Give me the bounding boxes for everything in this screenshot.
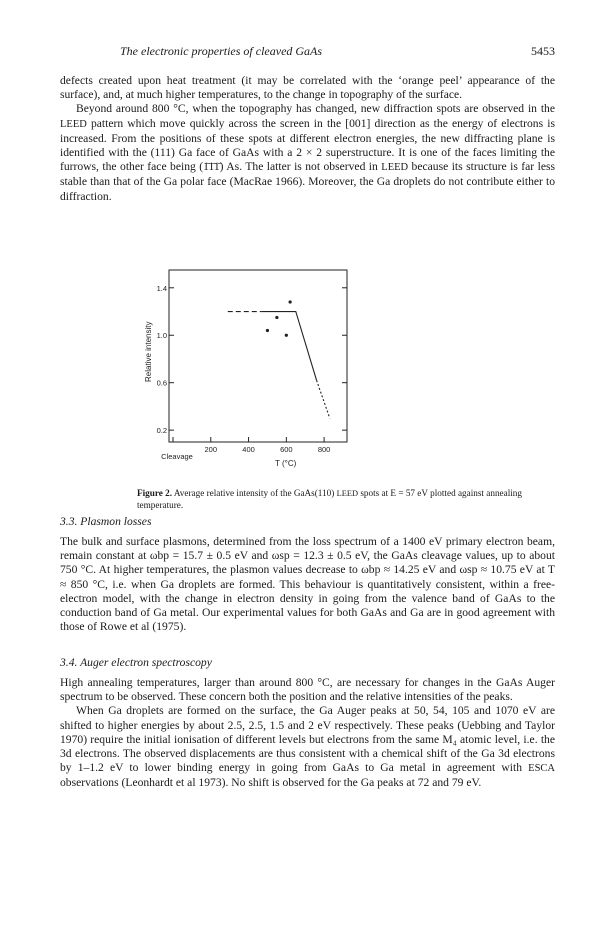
x-axis-label: T (°C) — [275, 459, 297, 468]
trend-solid — [262, 312, 317, 381]
paragraph-1: defects created upon heat treatment (it may be correlated with the ‘orange peel’ appearance of the surface), and, at much higher temperatures, to the change in topography of the surface. — [60, 74, 555, 102]
running-head — [60, 44, 555, 60]
data-points — [266, 300, 292, 336]
section-heading-3-3: 3.3. Plasmon losses — [60, 515, 152, 528]
x-axis-ticks — [161, 437, 330, 461]
data-point-2 — [266, 329, 269, 332]
y-tick-label-1: 0.6 — [156, 378, 167, 388]
y-tick-label-3: 1.4 — [156, 283, 167, 293]
figure-2 — [137, 258, 357, 480]
running-title: The electronic properties of cleaved GaAs — [120, 44, 323, 58]
page-number: 5453 — [531, 44, 555, 58]
data-point-0 — [275, 316, 278, 319]
trend-lines — [228, 312, 330, 419]
auger-paragraph-2: When Ga droplets are formed on the surface, the Ga Auger peaks at 50, 54, 105 and 1070 eV are shifted to higher energies by about 2.5, 2.5, 1.5 and 2 eV respectively. These peaks (Uebbing and Taylor 1970) require the initial ionisation of different levels but electrons from the same M₄ atomic level, i.e. the 3d electrons. The observed displacements are thus consistent with a chemical shift of the Ga 3d electrons by 1–1.2 eV to lower binding energy in going from GaAs to Ga metal in agreement with ESCA observations (Leonhardt et al 1973). No shift is observed for the Ga peaks at 72 and 79 eV. — [60, 704, 555, 790]
plasmon-paragraph: The bulk and surface plasmons, determined from the loss spectrum of a 1400 eV primary electron beam, remain constant at ωbp = 15.7 ± 0.5 eV and ωsp = 12.3 ± 0.5 eV, the GaAs cleavage values, up to about 750 °C. At higher temperatures, the plasmon values decrease to ωbp ≈ 14.25 eV and ωsp ≈ 10.75 eV at T ≈ 850 °C, i.e. when Ga droplets are formed. This behaviour is quantitatively consistent, within a free-electron model, with the change in electron density in going from the valence band of GaAs to the conduction band of Ga metal. Our experimental values for both GaAs and Ga are in good agreement with those of Rowe et al (1975). — [60, 535, 555, 634]
y-tick-label-0: 0.2 — [156, 426, 167, 436]
auger-paragraph-1: High annealing temperatures, larger than around 800 °C, are necessary for changes in the GaAs Auger spectrum to be observed. These concern both the position and the relative intensities of the peaks. — [60, 676, 555, 704]
plot-frame — [169, 270, 347, 442]
paragraph-2: Beyond around 800 °C, when the topography has changed, new diffraction spots are observed in the LEED pattern which move quickly across the screen in the [001] direction as the energy of electrons is increased. From the positions of these spots at different electron energies, the new diffracting plane is identified with the (111) Ga face of GaAs with a 2 × 2 superstructure. It is one of the faces limiting the furrows, the other face being (1̄1̄1̄) As. The latter is not observed in LEED because its structure is far less stable than that of the Ga polar face (MacRae 1966). Moreover, the Ga droplets do not contribute either to diffraction. — [60, 102, 555, 203]
x-tick-label-3: 600 — [280, 445, 293, 454]
y-tick-label-2: 1.0 — [156, 331, 167, 341]
data-point-3 — [285, 334, 288, 337]
x-tick-label-4: 800 — [317, 445, 331, 454]
section-heading-3-4: 3.4. Auger electron spectroscopy — [60, 656, 212, 669]
paragraph-continued — [60, 74, 555, 204]
x-tick-label-1: 200 — [204, 445, 218, 454]
trend-tail — [317, 380, 330, 418]
y-axis-label: Relative intensity — [144, 321, 153, 382]
x-tick-label-0: Cleavage — [161, 452, 193, 461]
section-3-4-text — [60, 676, 555, 791]
section-3-3-text — [60, 535, 555, 634]
figure-caption: Figure 2. Average relative intensity of the GaAs(110) LEED spots at E = 57 eV plotted against annealing temperature. — [137, 488, 522, 510]
x-tick-label-2: 400 — [242, 445, 255, 454]
intensity-chart — [137, 258, 357, 480]
y-axis-ticks — [157, 284, 347, 435]
data-point-1 — [289, 300, 292, 303]
